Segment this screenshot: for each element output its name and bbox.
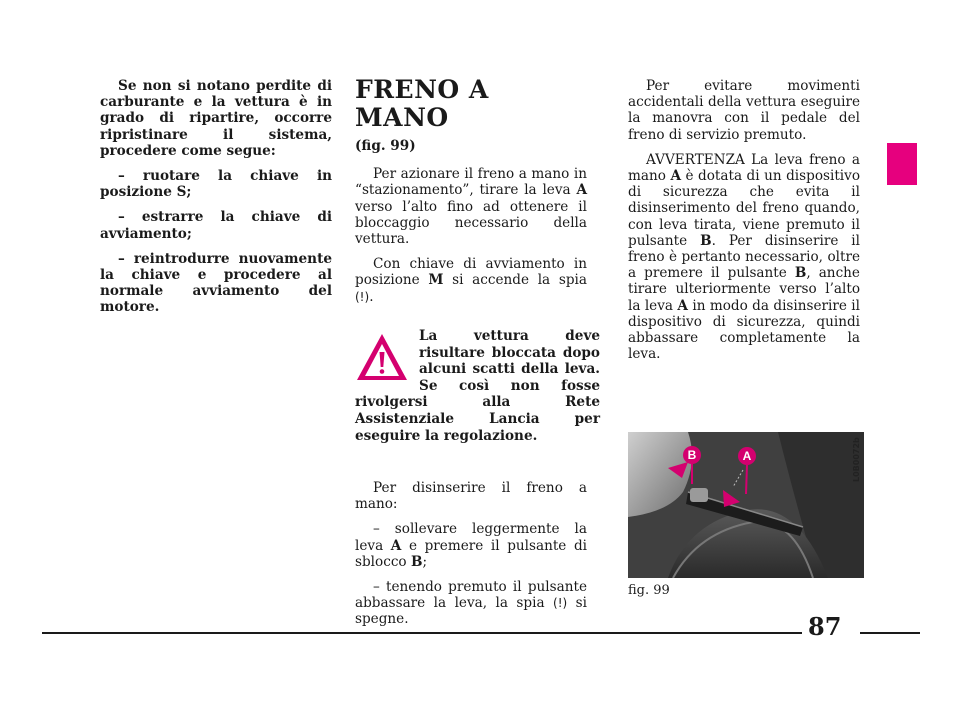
col2-paragraph-1: Per azionare il freno a mano in “stazionamento”, tirare la leva A verso l’alto fino ad ottenere il bloccaggio necessario della vettura. — [355, 166, 587, 248]
section-tab — [887, 143, 917, 185]
column-2 — [355, 76, 587, 314]
label-b: B — [687, 448, 697, 462]
col3-paragraph-1: Per evitare movimenti accidentali della vettura eseguire la manovra con il pedale del freno di servizio premuto. — [628, 78, 860, 143]
warning-text: La vettura deve risultare bloccata dopo alcuni scatti della leva. Se così non fosse rivolgersi alla Rete Assistenziale Lancia per eseguire la regolazione. — [355, 328, 600, 444]
col1-paragraph-3: – estrarre la chiave di avviamento; — [100, 209, 332, 242]
brake-warning-lamp-icon: (!) — [553, 596, 568, 611]
column-3 — [628, 78, 860, 371]
column-1 — [100, 78, 332, 325]
section-title: FRENO A MANO — [355, 75, 489, 132]
figure-reference: (fig. 99) — [355, 138, 416, 154]
col1-paragraph-4: – reintrodurre nuovamente la chiave e procedere al normale avviamento del motore. — [100, 250, 332, 316]
handbrake-figure — [628, 432, 864, 578]
footer-rule-right — [860, 632, 920, 634]
handbrake-photo-illustration — [628, 432, 864, 578]
col3-paragraph-2: AVVERTENZA La leva freno a mano A è dotata di un dispositivo di sicurezza che evita il disinserimento del freno quando, con leva tirata, viene premuto il pulsante B. Per disinserire il freno è pertanto necessario, oltre a premere il pulsante B, anche tirare ulteriormente verso l’alto la leva A in modo da disinserire il dispositivo di sicurezza, quindi abbassare completamente la leva. — [628, 151, 860, 363]
release-paragraph-2: – sollevare leggermente la leva A e premere il pulsante di sblocco B; — [355, 521, 588, 570]
warning-box — [355, 328, 600, 444]
release-instructions — [355, 480, 587, 637]
brake-warning-lamp-icon: (!) — [355, 289, 370, 304]
release-paragraph-3: – tenendo premuto il pulsante abbassare la leva, la spia (!) si spegne. — [355, 579, 587, 628]
page-number: 87 — [808, 612, 842, 641]
figure-code: L0B0072b — [852, 437, 861, 482]
figure-caption: fig. 99 — [628, 583, 670, 598]
col2-paragraph-2: Con chiave di avviamento in posizione M si accende la spia (!). — [355, 256, 587, 305]
label-a: A — [742, 449, 752, 463]
footer-rule-left — [42, 632, 802, 634]
release-paragraph-1: Per disinserire il freno a mano: — [355, 480, 587, 513]
warning-triangle-icon — [355, 332, 409, 382]
col1-paragraph-2: – ruotare la chiave in posizione S; — [100, 168, 332, 201]
col1-paragraph-1: Se non si notano perdite di carburante e la vettura è in grado di ripartire, occorre ripristinare il sistema, procedere come segue: — [100, 78, 332, 159]
